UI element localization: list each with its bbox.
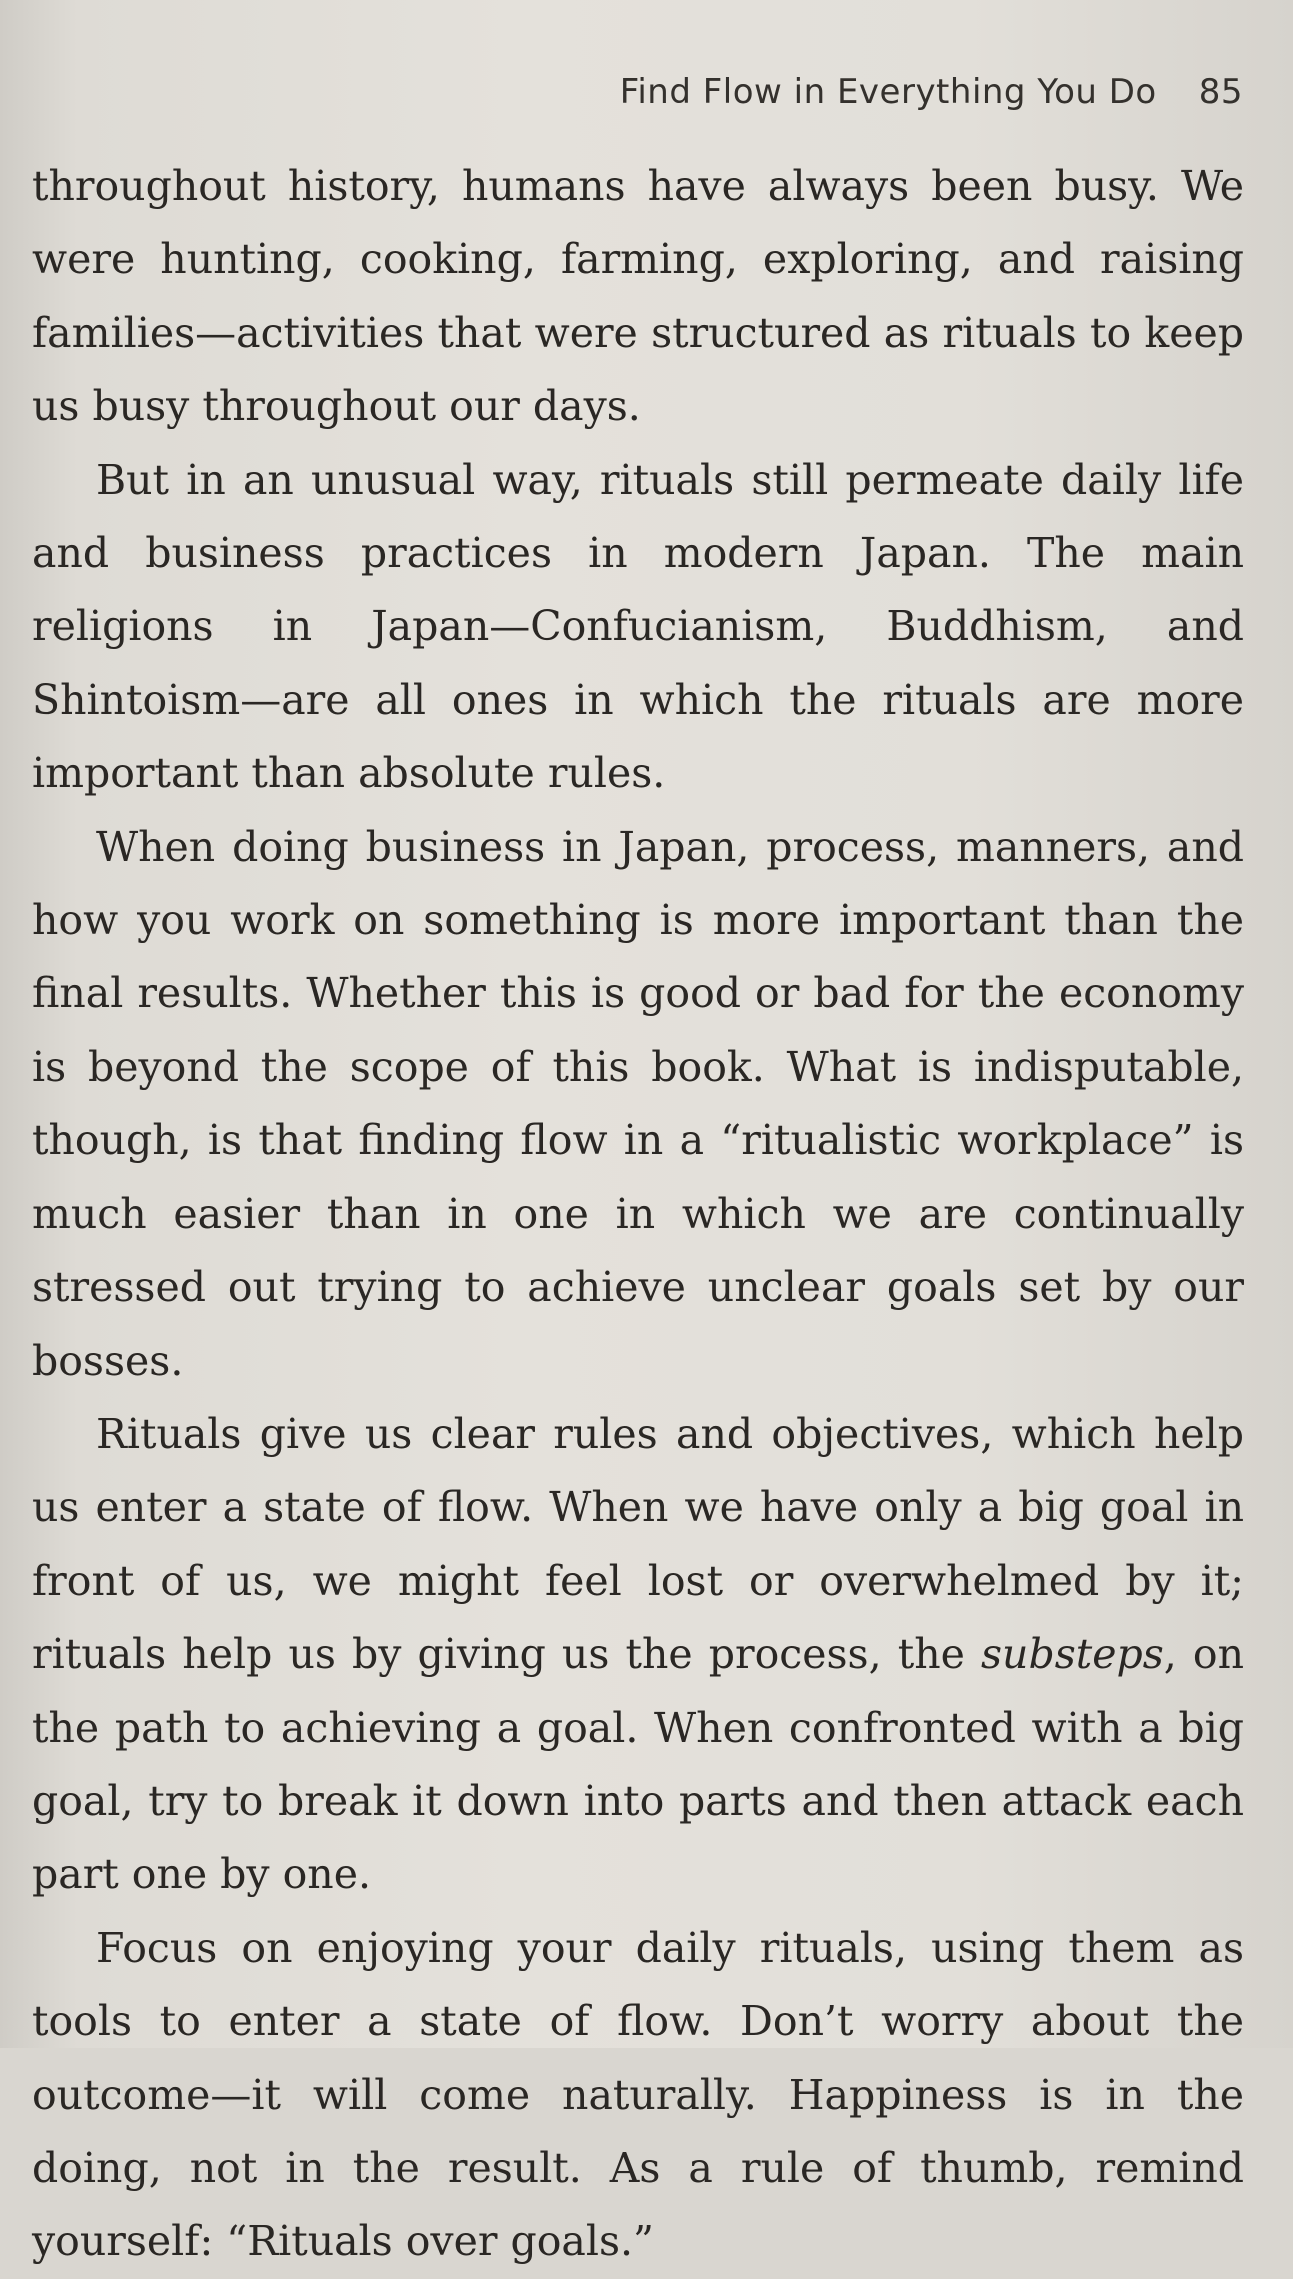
paragraph-focus-on-rituals: Focus on enjoying your daily rituals, using them as tools to enter a state of flow. Don’t worry about the outcome—it will come naturally. Happiness is in the doing, not in the result. As a rule of thumb, remind yourself: “Rituals over goals.” — [32, 1923, 1244, 2266]
paragraph-rituals-give-rules — [32, 1398, 1244, 1912]
paragraph-rituals-in-japan: But in an unusual way, rituals still permeate daily life and business practices in modern Japan. The main religions in Japan—Confucianism, Buddhism, and Shintoism—are all ones in which the rituals are more important than absolute rules. — [32, 455, 1244, 798]
paragraph-text-part: , on the path to achieving a goal. When confronted with a big goal, try to break it down into parts and then attack each part one by one. — [32, 1630, 1245, 1899]
running-head — [620, 72, 1243, 112]
page-number: 85 — [1198, 72, 1243, 112]
paragraph-text-part: Rituals give us clear rules and objectives, which help us enter a state of flow. When we have only a big goal in front of us, we might feel lost or overwhelmed by it; rituals help us by giving us the process, the — [32, 1409, 1244, 1679]
paragraph-continued: throughout history, humans have always been busy. We were hunting, cooking, farming, exploring, and raising families—activities that were structured as rituals to keep us busy throughout our days. — [32, 162, 1244, 431]
paragraph-business-in-japan: When doing business in Japan, process, manners, and how you work on something is more important than the final results. Whether this is good or bad for the economy is beyond the scope of this book. What is indisputable, though, is that finding flow in a “ritualistic workplace” is much easier than in one in which we are continually stressed out trying to achieve unclear goals set by our bosses. — [32, 822, 1244, 1385]
italic-term: substeps — [981, 1630, 1164, 1679]
body-text — [32, 150, 1244, 2279]
running-title: Find Flow in Everything You Do — [619, 72, 1157, 112]
